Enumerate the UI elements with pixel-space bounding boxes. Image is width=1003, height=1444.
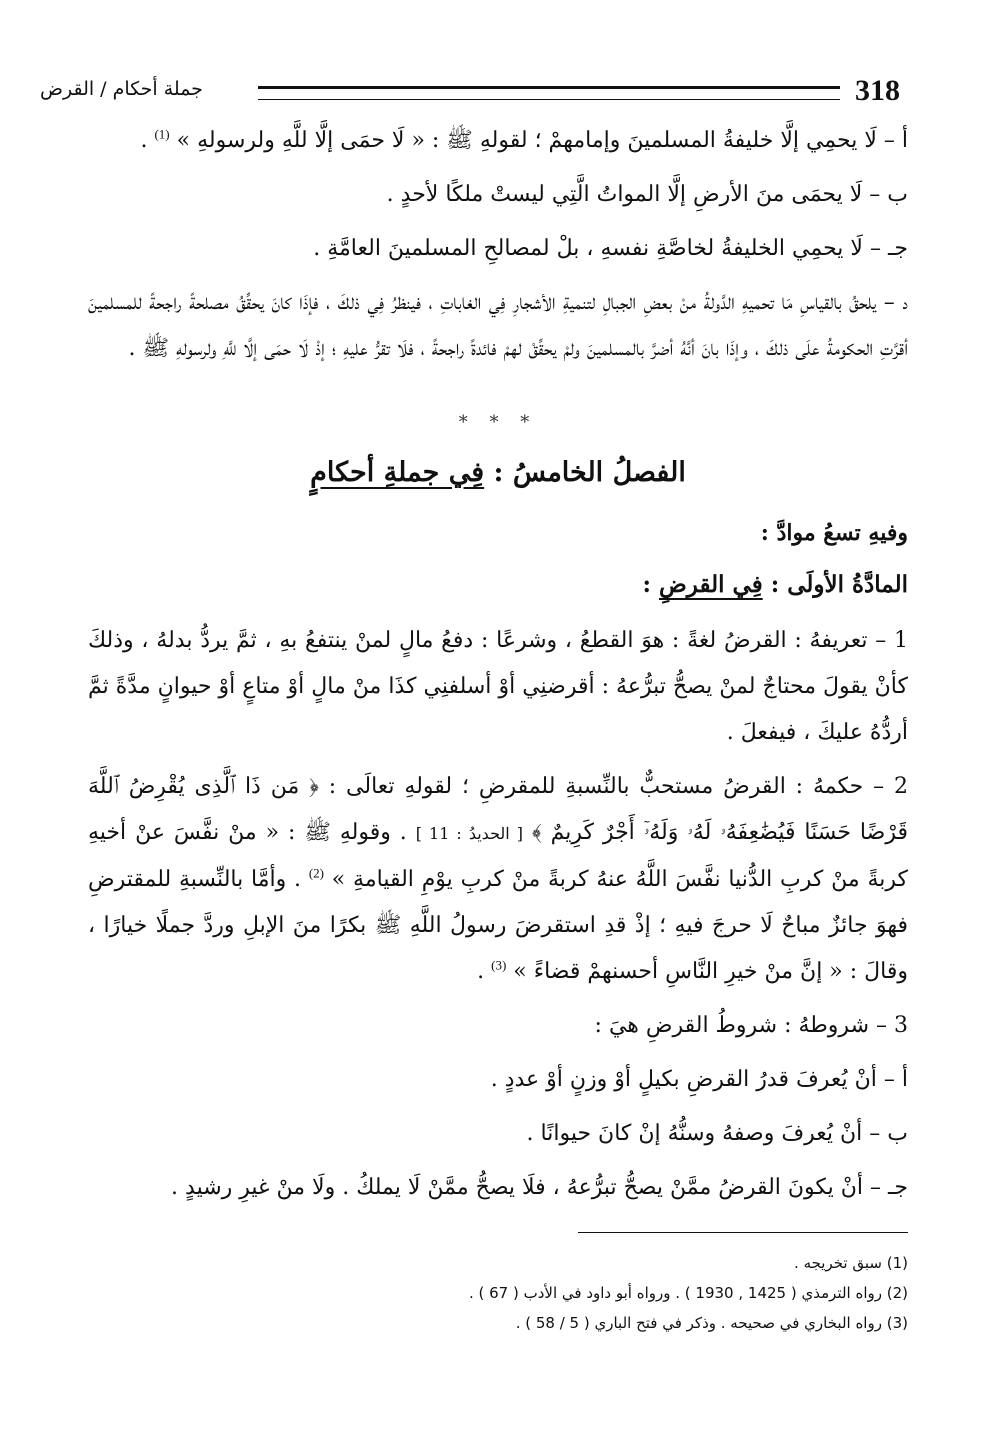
page-number: 318 [855, 74, 900, 107]
header-rule [258, 86, 840, 100]
article-title-prefix: المادَّةُ الأولَى : [762, 571, 908, 598]
definition-paragraph: 1 – تعريفهُ : القرضُ لغةً : هوَ القطعُ ، وشرعًا : دفعُ مالٍ لمنْ ينتفعُ بهِ ، ثمَّ يردُّ بدلهُ ، وذلكَ كأنْ يقولَ محتاجٌ لمنْ يصحُّ تبرُّعهُ : أقرضنِي أوْ أسلفنِي كذَا منْ مالٍ أوْ متاعٍ أوْ حيوانٍ مدَّةً ثمَّ أردُّهُ عليكَ ، فيفعلَ . [88, 628, 908, 745]
page-header [40, 68, 900, 112]
quran-reference: [ الحديدُ : 11 ] [415, 824, 523, 843]
ruling-paragraph [88, 764, 908, 995]
running-title: جملة أحكام / القرض [40, 78, 203, 100]
condition-3: جـ – أنْ يكونَ القرضُ ممَّنْ يصحُّ تبرُّعهُ ، فلَا يصحُّ ممَّنْ لَا يملكُ . ولَا منْ غيرِ رشيدٍ . [171, 1175, 908, 1200]
item-dal: د – يلحقُ بالقياسِ مَا تحميهِ الدَّولةُ منْ بعضِ الجبالِ لتنميةِ الأشجارِ فِي الغاباتِ ، فينظرُ فِي ذلكَ ، فإذَا كانَ يحقِّقُ مصلحةً راجحةً للمسلمينَ أقرَّتِ الحكومةُ علَى ذلكَ ، وإذَا بانَ أنَّهُ أضرَّ بالمسلمينَ ولمْ يحقِّقْ لهمْ فائدةً راجحةً ، فلَا تقرُّ عليهِ ؛ إذْ لَا حمَى إلَّا للَّهِ ولرسولهِ ﷺ . [88, 290, 908, 361]
article-title [88, 562, 908, 608]
item-jim: جـ – لَا يحمِي الخليفةُ لخاصَّةِ نفسهِ ، بلْ لمصالحِ المسلمينَ العامَّةِ . [313, 236, 908, 261]
footnote-ref-2: (2) [308, 865, 324, 881]
footnote-ref-1: (1) [154, 126, 170, 142]
ruling-part-2: . وقولهِ ﷺ : « منْ نفَّسَ عنْ أخيهِ كربةً منْ كربِ الدُّنيا نفَّسَ اللَّهُ عنهُ كربةً منْ كربِ يوْمِ القيامةِ » [88, 820, 908, 892]
chapter-intro: وفيهِ تسعُ موادَّ : [760, 520, 908, 546]
conditions-title: 3 – شروطهُ : شروطُ القرضِ هيَ : [594, 1013, 908, 1038]
footnote-divider [578, 1232, 908, 1233]
footnote-3: (3) رواه البخاري في صحيحه . وذكر في فتح الباري ( 5 / 58 ) . [515, 1314, 908, 1332]
ruling-period: . [477, 959, 492, 984]
item-ba: ب – لَا يحمَى منَ الأرضِ إلَّا المواتُ الَّتِي ليستْ ملكًا لأحدٍ . [386, 182, 908, 207]
article-title-suffix: : [642, 571, 659, 598]
condition-2: ب – أنْ يُعرفَ وصفهُ وسنُّهُ إنْ كانَ حيوانًا . [526, 1121, 908, 1146]
footnote-ref-3: (3) [491, 957, 507, 973]
main-text [88, 118, 908, 1219]
footnote-1: (1) سبق تخريجه . [794, 1254, 908, 1272]
ruling-part-3: . وأمَّا بالنِّسبةِ للمقترضِ فهوَ جائزٌ مباحٌ لَا حرجَ فيهِ ؛ إذْ قدِ استقرضَ رسولُ اللَّهِ ﷺ بكرًا منَ الإبلِ وردَّ جملًا خيارًا ، وقالَ : « إنَّ منْ خيرِ النَّاسِ أحسنهمْ قضاءً » [88, 867, 908, 984]
condition-1: أ – أنْ يُعرفَ قدرُ القرضِ بكيلٍ أوْ وزنٍ أوْ عددٍ . [490, 1067, 908, 1092]
article-title-topic: فِي القرضِ [658, 571, 763, 598]
item-alif-text: أ – لَا يحمِي إلَّا خليفةُ المسلمينَ وإمامهمْ ؛ لقولهِ ﷺ : « لَا حمَى إلَّا للَّهِ ولرسولهِ » [176, 128, 908, 153]
item-alif [88, 118, 908, 164]
item-alif-period: . [140, 128, 155, 153]
section-separator: * * * [458, 412, 538, 433]
chapter-title-prefix: الفصلُ الخامسُ : [484, 457, 686, 488]
ruling-part-1: 2 – حكمهُ : القرضُ مستحبٌّ بالنِّسبةِ للمقرضِ ؛ لقولهِ تعالَى : ﴿ مَن ذَا ٱلَّذِى يُقْرِضُ ٱللَّهَ قَرْضًا حَسَنًا فَيُضَٰعِفَهُۥ لَهُۥ وَلَهُۥٓ أَجْرٌ كَرِيمٌ ﴾ [88, 774, 908, 845]
footnotes [88, 1248, 908, 1338]
chapter-title-topic: فِي جملةِ أحكامٍ [310, 457, 485, 488]
chapter-title [88, 450, 908, 496]
footnote-2: (2) رواه الترمذي ( 1425 , 1930 ) . ورواه أبو داود في الأدب ( 67 ) . [468, 1284, 908, 1302]
